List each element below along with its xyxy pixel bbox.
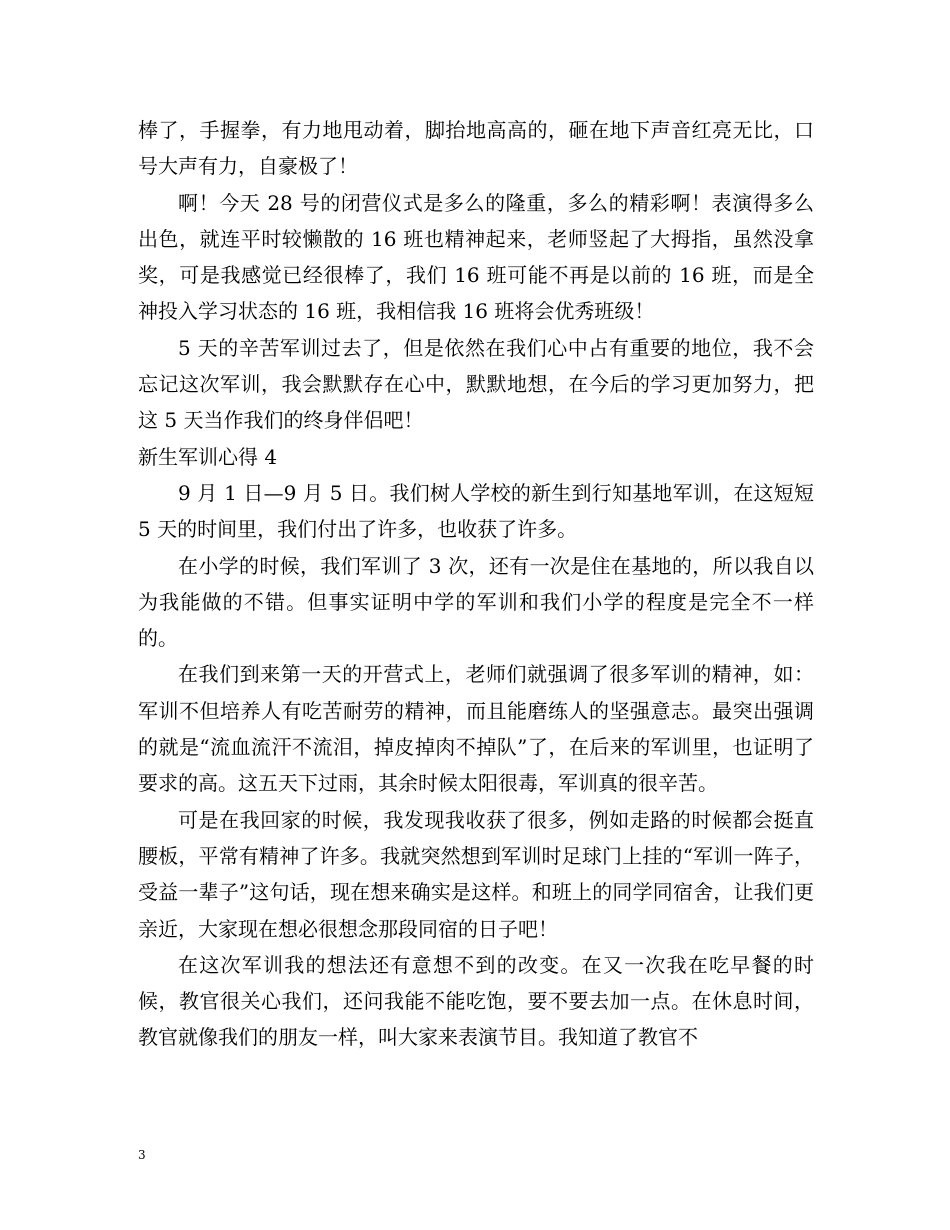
paragraph-7: 可是在我回家的时候，我发现我收获了很多，例如走路的时候都会挺直腰板，平常有精神了许多。我就突然想到军训时足球门上挂的“军训一阵子，受益一辈子”这句话，现在想来确实是这样。和班上的同学同宿舍，让我们更亲近，大家现在想必很想念那段同宿的日子吧！ bbox=[138, 807, 814, 941]
section-heading: 新生军训心得 4 bbox=[138, 444, 278, 469]
paragraph-1: 棒了，手握拳，有力地甩动着，脚抬地高高的，砸在地下声音红亮无比，口号大声有力，自豪极了！ bbox=[138, 118, 814, 179]
paragraph-4: 9 月 1 日—9 月 5 日。我们树人学校的新生到行知基地军训，在这短短 5 天的时间里，我们付出了许多，也收获了许多。 bbox=[138, 480, 814, 542]
paragraph-8: 在这次军训我的想法还有意想不到的改变。在又一次我在吃早餐的时候，教官很关心我们，还问我能不能吃饱，要不要去加一点。在休息时间，教官就像我们的朋友一样，叫大家来表演节目。我知道了教官不 bbox=[138, 952, 814, 1050]
paragraph-5: 在小学的时候，我们军训了 3 次，还有一次是住在基地的，所以我自以为我能做的不错。但事实证明中学的军训和我们小学的程度是完全不一样的。 bbox=[138, 553, 814, 651]
paragraph-3: 5 天的辛苦军训过去了，但是依然在我们心中占有重要的地位，我不会忘记这次军训，我会默默存在心中，默默地想，在今后的学习更加努力，把这 5 天当作我们的终身伴侣吧！ bbox=[138, 335, 814, 433]
paragraph-2: 啊！今天 28 号的闭营仪式是多么的隆重，多么的精彩啊！表演得多么出色，就连平时较懒散的 16 班也精神起来，老师竖起了大拇指，虽然没拿奖，可是我感觉已经很棒了，我们 16 班可能不再是以前的 16 班，而是全神投入学习状态的 16 班，我相信我 16 班将会优秀班级！ bbox=[138, 190, 814, 324]
page-number: 3 bbox=[138, 1148, 146, 1162]
paragraph-6: 在我们到来第一天的开营式上，老师们就强调了很多军训的精神，如：军训不但培养人有吃苦耐劳的精神，而且能磨练人的坚强意志。最突出强调的就是“流血流汗不流泪，掉皮掉肉不掉队”了，在后来的军训里，也证明了要求的高。这五天下过雨，其余时候太阳很毒，军训真的很辛苦。 bbox=[138, 662, 814, 796]
document-body bbox=[138, 112, 814, 1056]
